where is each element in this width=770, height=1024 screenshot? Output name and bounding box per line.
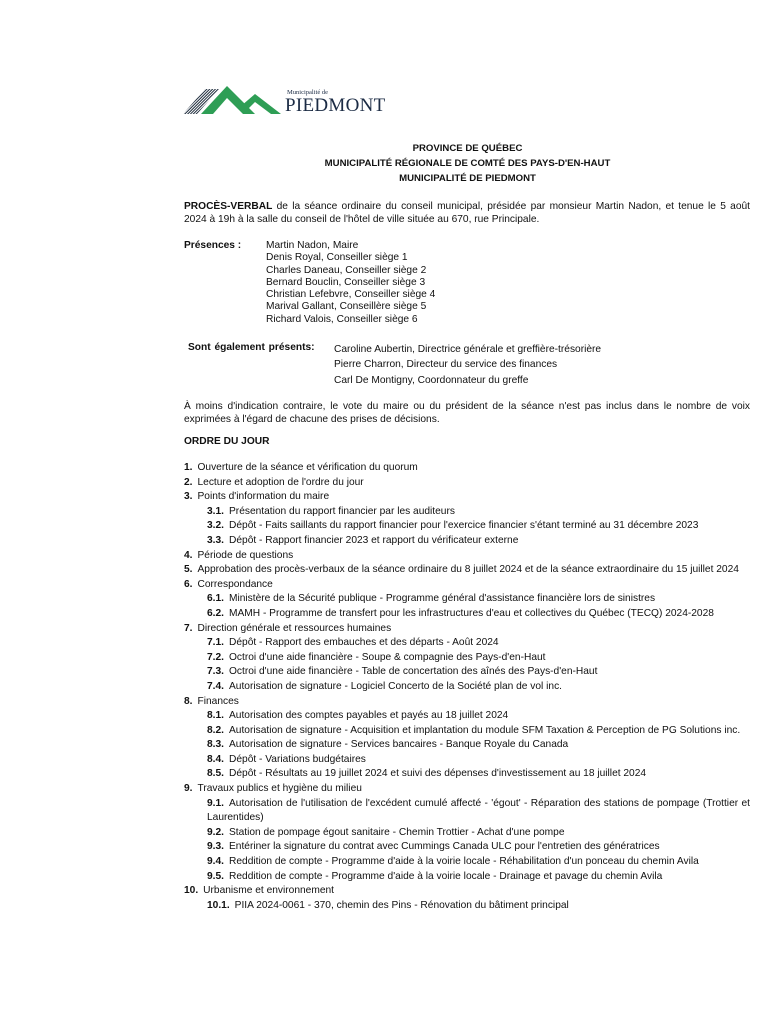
- agenda-item-number: 7.: [184, 622, 193, 634]
- staff-item: Caroline Aubertin, Directrice générale et greffière-trésorière: [334, 344, 602, 355]
- agenda-item: [184, 476, 750, 491]
- mountain-logo-icon: [183, 84, 293, 124]
- agenda-subitem: [184, 870, 750, 885]
- agenda-subitem: [184, 899, 750, 914]
- agenda-item-text: Lecture et adoption de l'ordre du jour: [197, 476, 364, 488]
- agenda-item-text: Période de questions: [197, 549, 294, 561]
- agenda-subitem-number: 9.4.: [207, 856, 224, 868]
- agenda-subitem-text: Reddition de compte - Programme d'aide à la voirie locale - Réhabilitation d'un ponceau du chemin Avila: [229, 856, 699, 868]
- agenda-subitem: [184, 651, 750, 666]
- agenda-item-text: Ouverture de la séance et vérification du quorum: [197, 462, 418, 473]
- agenda-subitem-text: Station de pompage égout sanitaire - Chemin Trottier - Achat d'une pompe: [229, 826, 565, 838]
- agenda-subitem-number: 8.3.: [207, 739, 224, 751]
- agenda-subitem-number: 8.5.: [207, 768, 224, 780]
- agenda-subitem-number: 6.1.: [207, 593, 224, 605]
- agenda-subitem: [184, 636, 750, 651]
- agenda-subitem-text: Autorisation de l'utilisation de l'excédent cumulé affecté - 'égout' - Réparation des stations de pompage (Trottier et Laurentides): [207, 797, 750, 824]
- staff-item: Pierre Charron, Directeur du service des finances: [334, 359, 558, 371]
- agenda-subitem-number: 10.1.: [207, 899, 230, 911]
- agenda-subitem-number: 9.1.: [207, 797, 224, 809]
- agenda-subitem: [184, 607, 750, 622]
- agenda-list: [184, 461, 750, 913]
- agenda-subitem: [184, 797, 750, 826]
- agenda-item-number: 6.: [184, 578, 193, 590]
- agenda-subitem-number: 9.2.: [207, 826, 224, 838]
- agenda-subitem-number: 7.4.: [207, 680, 224, 692]
- agenda-subitem: [184, 505, 750, 520]
- agenda-item: [184, 578, 750, 593]
- agenda-item-number: 3.: [184, 491, 193, 503]
- agenda-subitem-text: Autorisation des comptes payables et payés au 18 juillet 2024: [229, 710, 509, 722]
- agenda-item-text: Approbation des procès-verbaux de la séance ordinaire du 8 juillet 2024 et de la séance extraordinaire du 15 juillet 2024: [197, 564, 739, 576]
- agenda-subitem: [184, 738, 750, 753]
- agenda-subitem-number: 8.1.: [207, 710, 224, 722]
- agenda-heading: ORDRE DU JOUR: [184, 436, 270, 447]
- agenda-item-text: Points d'information du maire: [197, 491, 330, 503]
- agenda-item-number: 1.: [184, 462, 193, 473]
- proces-verbal-label: PROCÈS-VERBAL: [184, 201, 273, 212]
- header-mrc: MUNICIPALITÉ RÉGIONALE DE COMTÉ DES PAYS-D'EN-HAUT: [324, 158, 611, 169]
- agenda-subitem-number: 3.1.: [207, 505, 224, 517]
- agenda-subitem-number: 8.2.: [207, 724, 224, 736]
- agenda-subitem-number: 9.5.: [207, 870, 224, 882]
- agenda-subitem-text: Autorisation de signature - Services bancaires - Banque Royale du Canada: [229, 739, 569, 751]
- member-item: Martin Nadon, Maire: [266, 240, 359, 251]
- member-item: Richard Valois, Conseiller siège 6: [266, 313, 418, 325]
- agenda-subitem-text: Dépôt - Rapport des embauches et des départs - Août 2024: [229, 637, 499, 649]
- agenda-subitem-number: 9.3.: [207, 841, 224, 853]
- intro-text: de la séance ordinaire du conseil municipal, présidée par monsieur Martin Nadon, et tenue le 5 août 2024 à 19h à la salle du conseil de l'hôtel de ville située au 670, rue Principale.: [184, 201, 750, 225]
- agenda-item-text: Correspondance: [197, 578, 273, 590]
- agenda-subitem-number: 7.2.: [207, 651, 224, 663]
- member-item: Christian Lefebvre, Conseiller siège 4: [266, 289, 436, 301]
- agenda-item-number: 4.: [184, 549, 193, 561]
- agenda-item-text: Urbanisme et environnement: [203, 885, 334, 897]
- agenda-subitem: [184, 724, 750, 739]
- agenda-item: [184, 695, 750, 710]
- agenda-subitem-number: 3.3.: [207, 534, 224, 546]
- agenda-subitem-number: 7.3.: [207, 666, 224, 678]
- agenda-subitem: [184, 826, 750, 841]
- agenda-subitem: [184, 519, 750, 534]
- agenda-subitem: [184, 534, 750, 549]
- agenda-subitem-text: MAMH - Programme de transfert pour les infrastructures d'eau et collectives du Québec (TECQ) 2024-2028: [229, 607, 714, 619]
- member-item: Denis Royal, Conseiller siège 1: [266, 252, 408, 264]
- presences-list: [266, 240, 435, 326]
- also-present-list: [334, 342, 601, 388]
- agenda-item: [184, 563, 750, 578]
- agenda-subitem-text: Autorisation de signature - Logiciel Concerto de la Société plan de vol inc.: [229, 680, 562, 692]
- header-province: PROVINCE DE QUÉBEC: [412, 143, 523, 154]
- agenda-subitem-number: 6.2.: [207, 607, 224, 619]
- agenda-subitem: [184, 840, 750, 855]
- staff-item: Carl De Montigny, Coordonnateur du greffe: [334, 374, 529, 386]
- agenda-item: [184, 884, 750, 899]
- agenda-item-number: 2.: [184, 476, 193, 488]
- agenda-subitem: [184, 753, 750, 768]
- agenda-item: [184, 549, 750, 564]
- agenda-subitem-text: Octroi d'une aide financière - Table de concertation des aînés des Pays-d'en-Haut: [229, 666, 598, 678]
- agenda-item: [184, 490, 750, 505]
- agenda-item-number: 8.: [184, 695, 193, 707]
- agenda-subitem: [184, 855, 750, 870]
- agenda-subitem-text: Dépôt - Résultats au 19 juillet 2024 et suivi des dépenses d'investissement au 18 juillet 2024: [229, 768, 647, 780]
- agenda-item: [184, 782, 750, 797]
- agenda-item-number: 10.: [184, 885, 199, 897]
- agenda-item-number: 9.: [184, 783, 193, 795]
- agenda-item-text: Finances: [197, 695, 239, 707]
- agenda-subitem-text: Dépôt - Faits saillants du rapport financier pour l'exercice financier s'étant terminé au 31 décembre 2023: [229, 520, 699, 532]
- agenda-item-text: Direction générale et ressources humaines: [197, 622, 392, 634]
- agenda-subitem-text: Octroi d'une aide financière - Soupe & compagnie des Pays-d'en-Haut: [229, 651, 546, 663]
- agenda-subitem-text: Présentation du rapport financier par les auditeurs: [229, 505, 455, 517]
- agenda-subitem: [184, 767, 750, 782]
- vote-note: À moins d'indication contraire, le vote du maire ou du président de la séance n'est pas inclus dans le nombre de voix exprimées à l'égard de chacune des prises de décisions.: [184, 401, 750, 425]
- presences-label: Présences :: [184, 240, 242, 251]
- agenda-subitem-text: PIIA 2024-0061 - 370, chemin des Pins - Rénovation du bâtiment principal: [234, 899, 569, 911]
- logo-municipality-label: Municipalité de: [287, 89, 328, 96]
- agenda-subitem: [184, 592, 750, 607]
- agenda-subitem: [184, 709, 750, 724]
- agenda-subitem: [184, 680, 750, 695]
- member-item: Marival Gallant, Conseillère siège 5: [266, 301, 427, 313]
- header-municipality: MUNICIPALITÉ DE PIEDMONT: [399, 173, 536, 184]
- member-item: Bernard Bouclin, Conseiller siège 3: [266, 276, 426, 288]
- agenda-subitem-text: Dépôt - Variations budgétaires: [229, 753, 366, 765]
- piedmont-logo: [183, 84, 408, 124]
- agenda-subitem-number: 8.4.: [207, 753, 224, 765]
- agenda-subitem-number: 7.1.: [207, 637, 224, 649]
- agenda-subitem-text: Dépôt - Rapport financier 2023 et rapport du vérificateur externe: [229, 534, 519, 546]
- agenda-item: [184, 461, 750, 476]
- agenda-subitem-text: Ministère de la Sécurité publique - Programme général d'assistance financière lors de sinistres: [229, 593, 656, 605]
- logo-name: PIEDMONT: [285, 95, 386, 116]
- agenda-subitem-text: Reddition de compte - Programme d'aide à la voirie locale - Drainage et pavage du chemin Avila: [229, 870, 663, 882]
- also-present-label: Sont également présents:: [188, 342, 315, 353]
- agenda-item: [184, 622, 750, 637]
- agenda-subitem-number: 3.2.: [207, 520, 224, 532]
- agenda-subitem: [184, 665, 750, 680]
- agenda-item-text: Travaux publics et hygiène du milieu: [197, 783, 362, 795]
- intro-paragraph: [184, 200, 750, 226]
- member-item: Charles Daneau, Conseiller siège 2: [266, 264, 427, 276]
- agenda-subitem-text: Autorisation de signature - Acquisition et implantation du module SFM Taxation & Perception de PG Solutions inc.: [229, 724, 741, 736]
- agenda-item-number: 5.: [184, 564, 193, 576]
- agenda-subitem-text: Entériner la signature du contrat avec Cummings Canada ULC pour l'entretien des génératrices: [229, 841, 660, 853]
